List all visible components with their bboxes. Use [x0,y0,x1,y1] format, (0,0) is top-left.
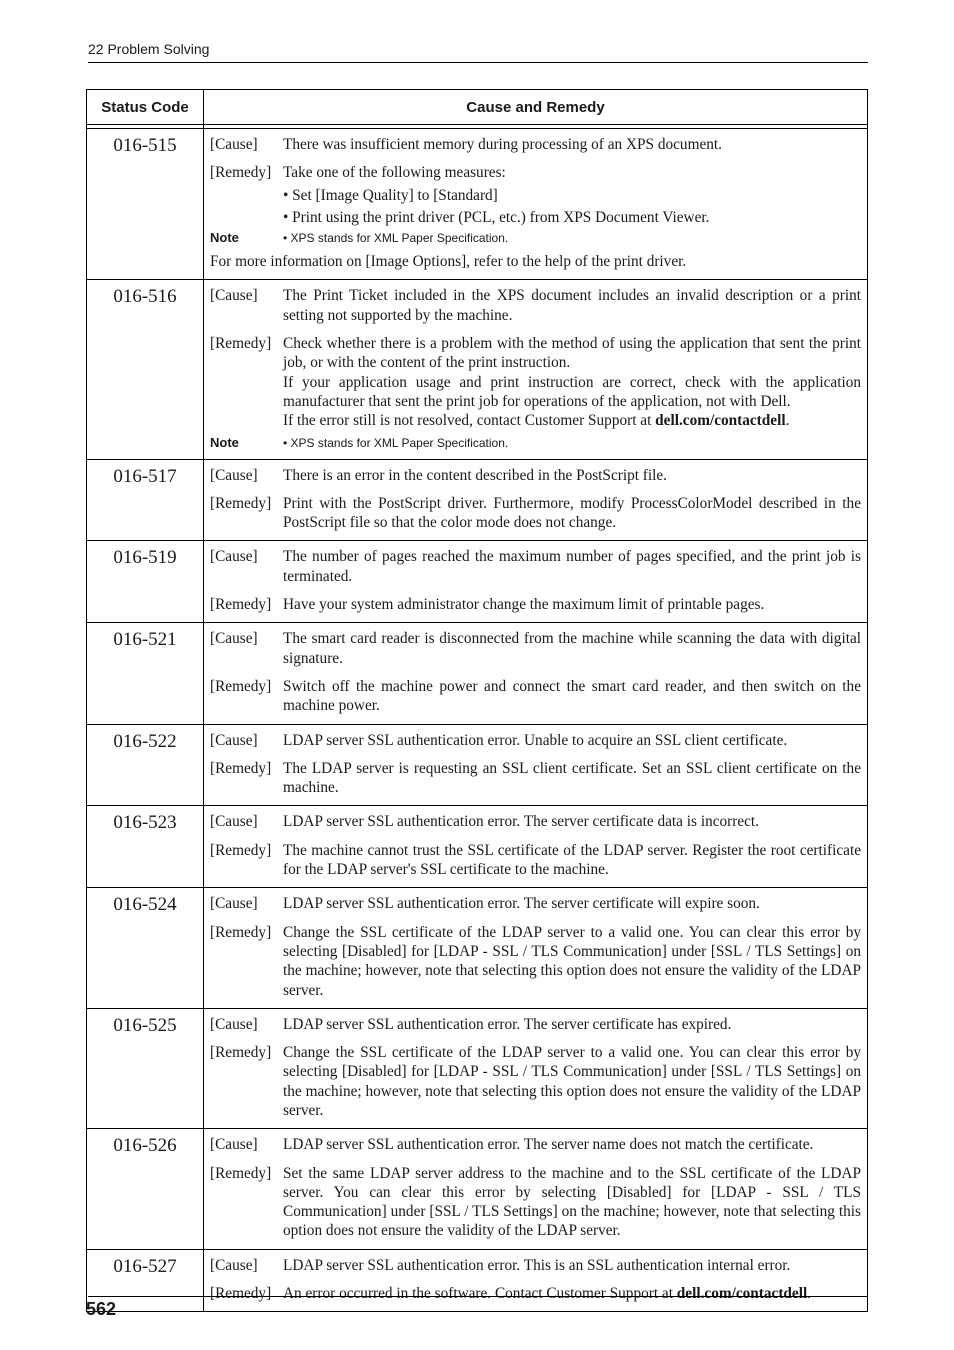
remedy-entry [210,1164,861,1241]
remedy-text: The machine cannot trust the SSL certificate of the LDAP server. Register the root certificate for the LDAP server's SSL certificate to the machine. [283,841,861,879]
cause-entry [210,286,861,325]
note [210,230,861,246]
cause-entry [210,1015,861,1034]
cause-remedy-cell [204,888,868,1008]
remedy-bullet: • Print using the print driver (PCL, etc.) from XPS Document Viewer. [283,208,710,226]
cause-remedy-cell [204,1008,868,1128]
remedy-text: Take one of the following measures: [283,164,506,182]
cause-entry [210,894,861,913]
status-code: 016-522 [87,724,204,806]
cause-entry [210,812,861,831]
remedy-tag: [Remedy] [210,494,272,512]
cause-text: There is an error in the content described in the PostScript file. [283,466,668,484]
note-label: Note [210,230,239,246]
table-row [87,459,868,541]
cause-tag: [Cause] [210,895,258,913]
remedy-bullet: • Set [Image Quality] to [Standard] [283,186,498,204]
remedy-tag: [Remedy] [210,677,272,695]
note-text: • XPS stands for XML Paper Specification. [283,435,508,451]
remedy-tag: [Remedy] [210,923,272,941]
cause-remedy-cell [204,1249,868,1312]
remedy-tag: [Remedy] [210,596,272,614]
cause-remedy-cell [204,623,868,724]
remedy-text: Check whether there is a problem with the method of using the application that sent the print job, or with the content of the print instruction. [283,335,861,372]
running-header [88,40,868,63]
status-code: 016-523 [87,806,204,888]
table-header-row [87,90,868,125]
table-row [87,541,868,623]
remedy-tag: [Remedy] [210,841,272,859]
remedy-text: Change the SSL certificate of the LDAP server to a valid one. You can clear this error by selecting [Disabled] for [LDAP - SSL / TLS Communication] under [SSL / TLS Settings] on the machine; however, note that selecting this option does not ensure the validity of the LDAP server. [283,923,861,999]
cause-entry [210,466,861,485]
cause-text: There was insufficient memory during processing of an XPS document. [283,136,722,153]
table-row [87,280,868,459]
table-row [87,129,868,280]
cause-remedy-cell [204,129,868,280]
table-row [87,1129,868,1249]
remedy-text: Have your system administrator change the maximum limit of printable pages. [283,596,765,614]
cause-entry [210,629,861,668]
support-url: dell.com/contactdell [676,1285,808,1303]
table-row [87,1249,868,1312]
status-code: 016-526 [87,1129,204,1249]
table-row [87,724,868,806]
status-code: 016-525 [87,1008,204,1128]
cause-tag: [Cause] [210,1136,258,1154]
remedy-tag: [Remedy] [210,759,272,777]
cause-tag: [Cause] [210,466,258,484]
remedy-tag: [Remedy] [210,164,272,182]
cause-entry [210,1256,861,1275]
remedy-entry [210,677,861,716]
status-code: 016-524 [87,888,204,1008]
table-row [87,806,868,888]
remedy-entry [210,334,861,430]
remedy-entry [210,1043,861,1120]
cause-remedy-cell [204,541,868,623]
note-text: • XPS stands for XML Paper Specification. [283,230,508,246]
cause-tag: [Cause] [210,731,258,749]
cause-tag: [Cause] [210,548,258,566]
remedy-text: Switch off the machine power and connect the smart card reader, and then switch on the machine power. [283,677,861,715]
section-title: 22 Problem Solving [88,41,210,57]
status-code: 016-516 [87,280,204,459]
remedy-entry [210,1284,861,1303]
page-number: 562 [86,1299,117,1319]
remedy-entry [210,163,861,227]
cause-remedy-cell [204,280,868,459]
table-row [87,1008,868,1128]
remedy-entry [210,841,861,880]
cause-tag: [Cause] [210,1256,258,1274]
cause-text: LDAP server SSL authentication error. The server certificate data is incorrect. [283,813,759,831]
column-header-status-code: Status Code [87,90,204,125]
status-code: 016-515 [87,129,204,280]
remedy-entry [210,759,861,798]
column-header-cause-remedy: Cause and Remedy [204,90,868,125]
remedy-text: The LDAP server is requesting an SSL client certificate. Set an SSL client certificate on the machine. [283,759,861,797]
table-row [87,623,868,724]
remedy-entry [210,494,861,533]
table-row [87,888,868,1008]
remedy-entry [210,923,861,1000]
remedy-text: If the error still is not resolved, contact Customer Support at dell.com/contactdell. [283,412,790,430]
status-code: 016-517 [87,459,204,541]
status-code: 016-527 [87,1249,204,1312]
remedy-text: An error occurred in the software. Contact Customer Support at dell.com/contactdell. [283,1285,812,1303]
cause-text: The number of pages reached the maximum number of pages specified, and the print job is terminated. [283,548,861,585]
cause-text: LDAP server SSL authentication error. Unable to acquire an SSL client certificate. [283,731,788,749]
cause-remedy-cell [204,1129,868,1249]
remedy-text: Change the SSL certificate of the LDAP server to a valid one. You can clear this error by selecting [Disabled] for [LDAP - SSL / TLS Communication] under [SSL / TLS Settings] on the machine; however, note that selecting this option does not ensure the validity of the LDAP server. [283,1044,861,1119]
cause-text: The Print Ticket included in the XPS document includes an invalid description or a print setting not supported by the machine. [283,287,861,324]
remedy-tag: [Remedy] [210,1164,272,1182]
cause-remedy-cell [204,724,868,806]
status-code: 016-519 [87,541,204,623]
cause-remedy-cell [204,806,868,888]
extra-info: For more information on [Image Options], refer to the help of the print driver. [210,253,687,271]
cause-entry [210,1135,861,1154]
cause-remedy-cell [204,459,868,541]
cause-entry [210,135,861,154]
status-code: 016-521 [87,623,204,724]
status-code-table [86,89,868,1312]
cause-tag: [Cause] [210,1015,258,1033]
remedy-text: Print with the PostScript driver. Furthermore, modify ProcessColorModel described in the PostScript file so that the color mode does not change. [283,494,861,532]
cause-entry [210,547,861,586]
remedy-entry [210,595,861,614]
cause-text: LDAP server SSL authentication error. This is an SSL authentication internal error. [283,1256,791,1274]
remedy-tag: [Remedy] [210,335,272,353]
note-label: Note [210,434,239,450]
cause-tag: [Cause] [210,136,258,153]
remedy-text: Set the same LDAP server address to the machine and to the SSL certificate of the LDAP server. You can clear this error by selecting [Disabled] for [LDAP - SSL / TLS Communication] under [SSL / TLS Settings] on the machine; however, note that selecting this option does not ensure the validity of the LDAP server. [283,1164,861,1240]
cause-tag: [Cause] [210,287,258,305]
remedy-text: If your application usage and print instruction are correct, check with the application manufacturer that sent the print job for operations of the application, not with Dell. [283,373,861,410]
cause-text: LDAP server SSL authentication error. The server certificate will expire soon. [283,895,760,913]
cause-text: LDAP server SSL authentication error. The server name does not match the certificate. [283,1136,814,1154]
remedy-tag: [Remedy] [210,1285,272,1303]
note [210,435,861,451]
cause-tag: [Cause] [210,813,258,831]
cause-tag: [Cause] [210,630,258,648]
footer-rule [88,1296,868,1297]
support-url: dell.com/contactdell [655,412,786,430]
cause-text: The smart card reader is disconnected from the machine while scanning the data with digital signature. [283,630,861,667]
remedy-tag: [Remedy] [210,1044,272,1062]
cause-entry [210,731,861,750]
cause-text: LDAP server SSL authentication error. The server certificate has expired. [283,1015,732,1033]
